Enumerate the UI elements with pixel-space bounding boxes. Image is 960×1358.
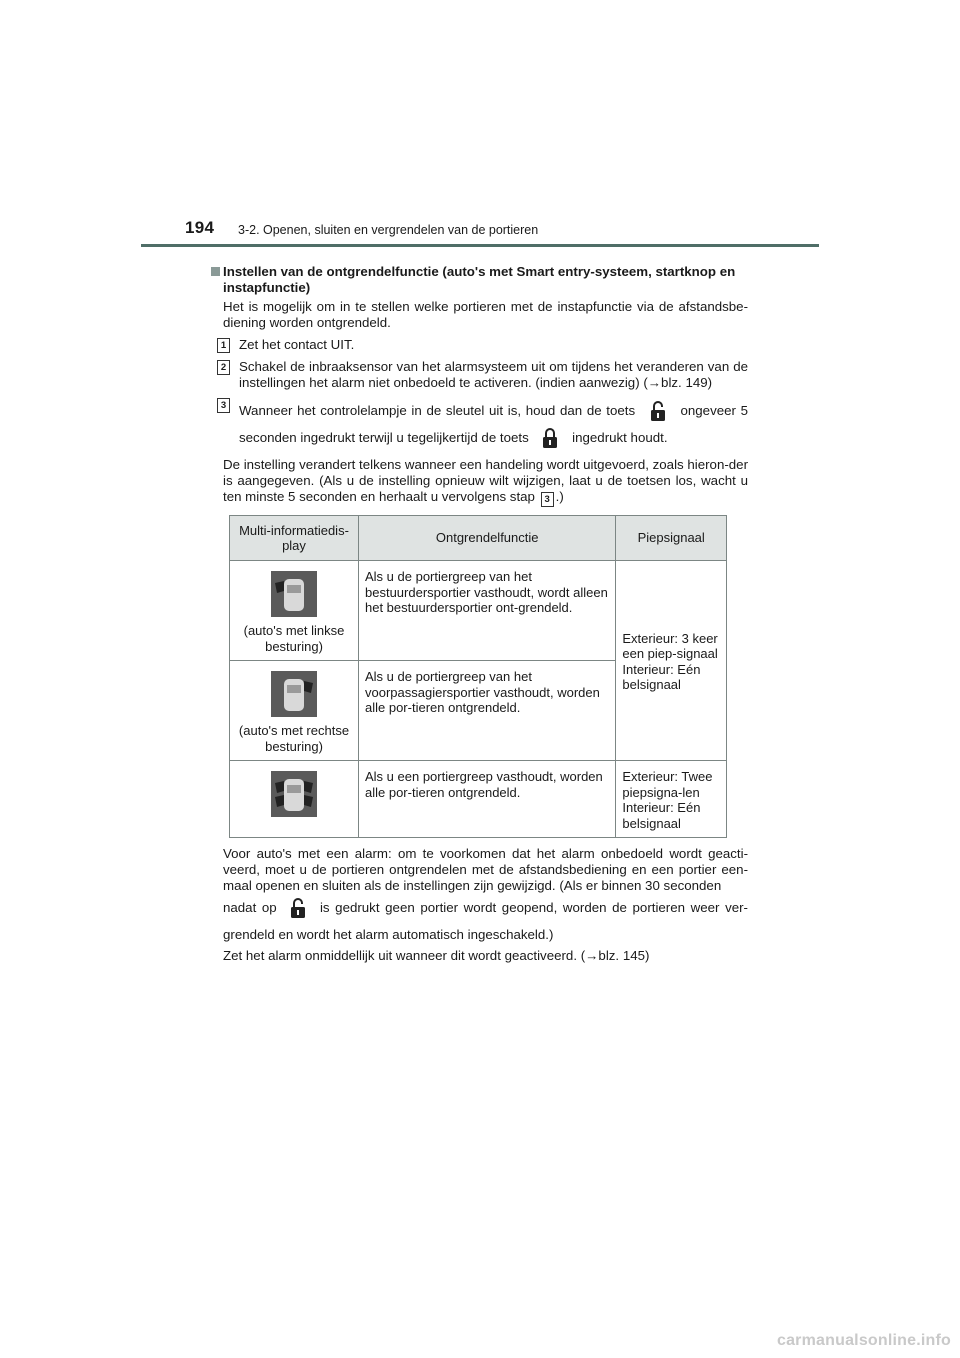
display-cell — [230, 761, 359, 838]
step-number: 2 — [217, 360, 230, 375]
beep-interior: Interieur: Eén belsignaal — [622, 800, 701, 831]
beep-exterior: Exterieur: 3 keer een piep-signaal — [622, 630, 718, 661]
beep-cell — [616, 761, 727, 838]
step-text: Schakel de inbraaksensor van het alarmsysteem uit om tijdens het veranderen van de instellingen het alarm niet onbedoeld te activeren. (indien aanwezig) (→blz. 149) — [239, 359, 748, 390]
beep-cell — [616, 561, 727, 761]
table-row — [230, 561, 727, 661]
function-cell: Als u een portiergreep vasthoudt, worden alle por-tieren ontgrendeld. — [359, 761, 616, 838]
settings-table — [229, 515, 727, 838]
display-cell — [230, 661, 359, 761]
explain-text-a: De instelling verandert telkens wanneer een handeling wordt uitgevoerd, zoals hieron-der is aangegeven. (Als u de instelling opnieuw wilt wijzigen, laat u de toetsen los, wacht u ten minste 5 seconden en herhaalt u vervolgens stap — [223, 457, 748, 504]
page-number: 194 — [185, 218, 215, 237]
section-title: 3-2. Openen, sluiten en vergrendelen van de portieren — [238, 223, 539, 237]
alarm-note-text-b-post: is gedrukt geen portier wordt geopend, worden de portieren weer ver-grendeld en wordt het alarm automatisch ingeschakeld.) — [223, 900, 748, 942]
heading-text: Instellen van de ontgrendelfunctie (auto's met Smart entry-systeem, startknop en instapfunctie) — [223, 264, 736, 295]
table-header-beep: Piepsignaal — [616, 516, 727, 561]
table-header-display: Multi-informatiedis-play — [230, 516, 359, 561]
heading-square-icon — [211, 267, 220, 276]
header-rule — [141, 244, 819, 247]
step-1 — [207, 337, 748, 353]
table-header-function: Ontgrendelfunctie — [359, 516, 616, 561]
step-text: Zet het contact UIT. — [239, 337, 355, 352]
alarm-note — [223, 846, 748, 964]
beep-exterior: Exterieur: Twee piepsigna-len — [622, 769, 713, 800]
alarm-note-line-b — [223, 894, 748, 948]
alarm-note-text-c: Zet het alarm onmiddellijk uit wanneer dit wordt geactiveerd. (→blz. 145) — [223, 948, 650, 963]
lock-key-icon — [290, 897, 306, 919]
table-header-row — [230, 516, 727, 561]
content — [207, 264, 748, 964]
alarm-note-text-b-pre: nadat op — [223, 900, 277, 915]
step-text-b: ongeveer 5 seconden ingedrukt terwijl u tegelijkertijd de toets — [239, 403, 749, 445]
display-caption: (auto's met rechtse besturing) — [238, 723, 350, 754]
car-driver-door-open-icon — [271, 571, 317, 617]
car-all-doors-open-icon — [271, 771, 317, 817]
display-cell — [230, 561, 359, 661]
watermark: carmanualsonline.info — [776, 1332, 951, 1349]
step-text-a: Wanneer het controlelampje in de sleutel uit is, houd dan de toets — [239, 403, 636, 418]
table-row — [230, 761, 727, 838]
subsection-heading — [207, 264, 748, 296]
explain-paragraph — [207, 457, 748, 506]
unlock-key-icon — [650, 400, 666, 422]
function-cell: Als u de portiergreep van het bestuurdersportier vasthoudt, wordt alleen het bestuurdersportier ont-grendeld. — [359, 561, 616, 661]
step-reference: 3 — [541, 492, 554, 507]
step-2 — [207, 359, 748, 391]
lock-key-icon — [542, 427, 558, 449]
car-passenger-door-open-icon — [271, 671, 317, 717]
step-number: 1 — [217, 338, 230, 353]
step-3 — [207, 397, 748, 451]
beep-interior: Interieur: Eén belsignaal — [622, 661, 701, 692]
alarm-note-text-a: Voor auto's met een alarm: om te voorkomen dat het alarm onbedoeld wordt geacti-veerd, moet u de portieren ontgrendelen met de afstandsbediening en een portier een-maal openen en sluiten als de instellingen zijn gewijzigd. (Als er binnen 30 seconden — [223, 846, 748, 893]
explain-text-b: .) — [555, 489, 564, 504]
step-number: 3 — [217, 398, 230, 413]
step-text-c: ingedrukt houdt. — [572, 430, 668, 445]
intro-paragraph: Het is mogelijk om in te stellen welke portieren met de instapfunctie via de afstandsbe-diening worden ontgrendeld. — [223, 299, 748, 330]
display-caption: (auto's met linkse besturing) — [243, 623, 345, 654]
function-cell: Als u de portiergreep van het voorpassagiersportier vasthoudt, worden alle por-tieren ontgrendeld. — [359, 661, 616, 761]
